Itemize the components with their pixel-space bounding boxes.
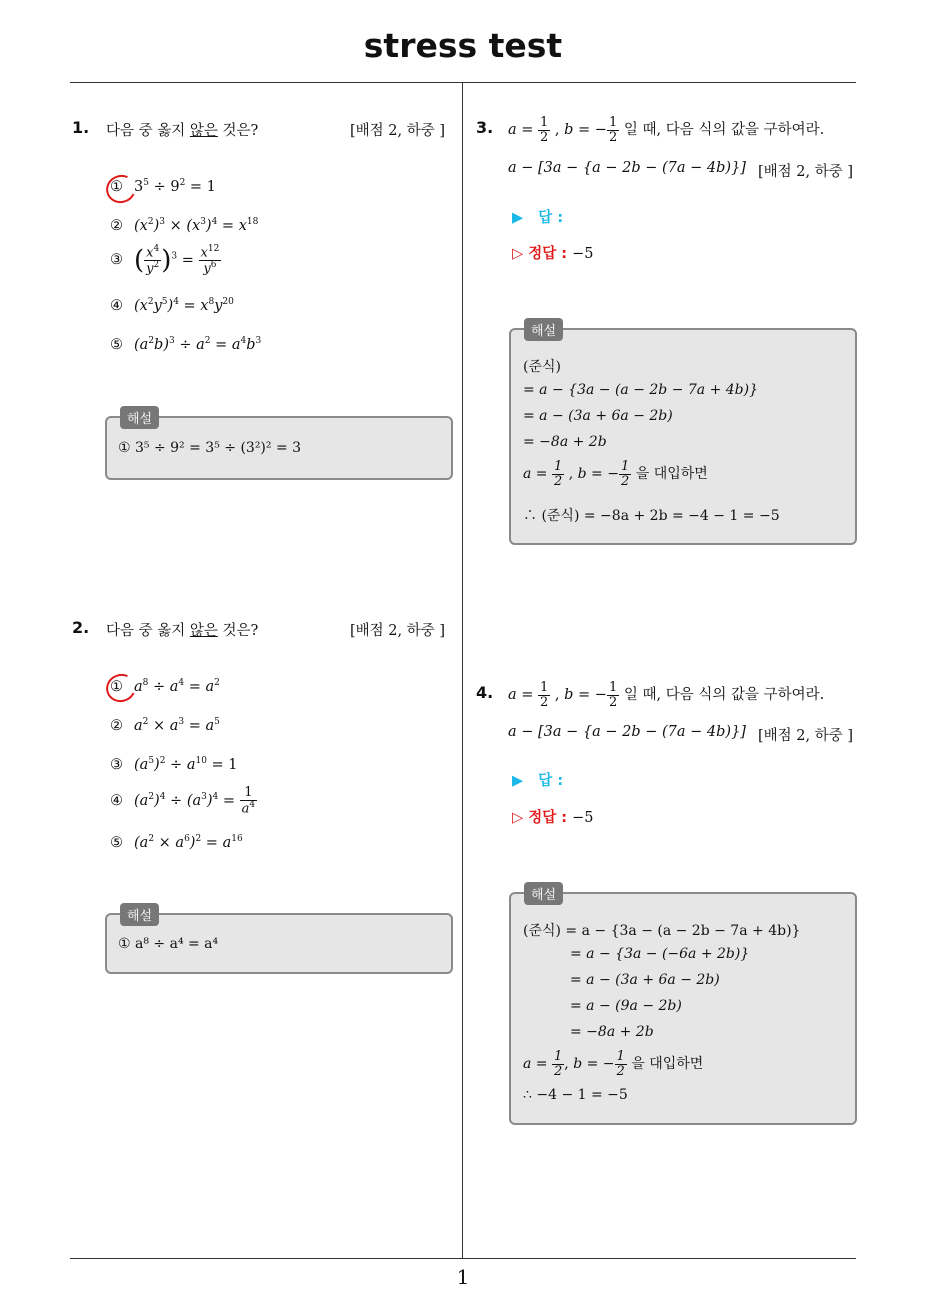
- q2-choice-5[interactable]: ⑤ $(a^2 \times a^6)^2 = a^{16}$: [110, 834, 243, 851]
- q3-line-4: = −8a + 2b: [523, 434, 607, 450]
- q4-correct-answer: ▷ 정답 : −5: [512, 810, 594, 826]
- q4-line-3: = a − (3a + 6a − 2b): [570, 972, 720, 988]
- q3-line-2: = a − {3a − (a − 2b − 7a + 4b)}: [523, 382, 759, 398]
- page-number: 1: [456, 1265, 470, 1289]
- q3-line-3: = a − (3a + 6a − 2b): [523, 408, 673, 424]
- q1-points: [배점 2, 하중 ]: [350, 123, 446, 139]
- q3-condition: a = $\frac{1}{2}$ , b = − $\frac{1}{2}$ 일 때, 다음 식의 값을 구하여라.: [508, 115, 825, 145]
- q3-expression: a − [3a − {a − 2b − (7a − 4b)}]: [508, 160, 746, 176]
- q4-number: 4.: [476, 683, 494, 702]
- q2-explanation-text: ① a⁸ ÷ a⁴ = a⁴: [118, 936, 219, 952]
- q3-line-5: a = $\frac{1}{2}$ , b = − $\frac{1}{2}$ 을 대입하면: [523, 459, 708, 489]
- column-divider: [462, 83, 463, 1258]
- q1-choice-5[interactable]: ⑤ $(a^2b)^3 \div a^2 = a^4b^3$: [110, 336, 262, 353]
- q1-choice-1[interactable]: ① $3^5 \div 9^2 = 1$: [110, 178, 216, 195]
- q4-expression: a − [3a − {a − 2b − (7a − 4b)}]: [508, 724, 746, 740]
- q4-line-4: = a − (9a − 2b): [570, 998, 682, 1014]
- q4-line-1: (준식) = a − {3a − (a − 2b − 7a + 4b)}: [523, 923, 801, 939]
- q3-points: [배점 2, 하중 ]: [758, 164, 854, 180]
- q2-number: 2.: [72, 618, 90, 637]
- bottom-rule: [70, 1258, 856, 1259]
- q2-choice-4[interactable]: ④ $(a^2)^4 \div (a^3)^4$ = $\frac{1}{a^4}$: [110, 785, 256, 816]
- q3-explanation-tag: 해설: [524, 318, 563, 341]
- q4-line-5: = −8a + 2b: [570, 1024, 654, 1040]
- q2-explanation-tag: 해설: [120, 903, 159, 926]
- q1-explanation-tag: 해설: [120, 406, 159, 429]
- q1-text: 다음 중 옳지 않은 것은?: [106, 123, 259, 139]
- q2-text: 다음 중 옳지 않은 것은?: [106, 623, 259, 639]
- q4-points: [배점 2, 하중 ]: [758, 728, 854, 744]
- q1-choice-2[interactable]: ② $(x^2)^3 \times (x^3)^4 = x^{18}$: [110, 217, 259, 234]
- top-rule: [70, 82, 856, 83]
- q1-choice-4[interactable]: ④ $(x^2y^5)^4 = x^8y^{20}$: [110, 297, 234, 314]
- q4-line-2: = a − {3a − (−6a + 2b)}: [570, 946, 750, 962]
- q1-explanation-text: ① 3⁵ ÷ 9² = 3⁵ ÷ (3²)² = 3: [118, 440, 302, 456]
- q4-line-6: a = $\frac{1}{2}$ , b = − $\frac{1}{2}$ 을 대입하면: [523, 1049, 704, 1079]
- q4-line-7: ∴ −4 − 1 = −5: [523, 1087, 628, 1103]
- q3-line-6: ∴ (준식) = −8a + 2b = −4 − 1 = −5: [523, 508, 780, 524]
- q1-number: 1.: [72, 118, 90, 137]
- q2-choice-3[interactable]: ③ $(a^5)^2 \div a^{10} = 1$: [110, 756, 238, 773]
- q1-choice-3[interactable]: ③ ( $\frac{x^4}{y^2}$ )$^3$ = $\frac{x^{12}}{y^6}$: [110, 244, 220, 277]
- q2-choice-2[interactable]: ② $a^2 \times a^3 = a^5$: [110, 717, 220, 734]
- q2-choice-1[interactable]: ① $a^8 \div a^4 = a^2$: [110, 678, 220, 695]
- q3-correct-answer: ▷ 정답 : −5: [512, 246, 594, 262]
- q3-line-1: (준식): [523, 359, 561, 375]
- q2-points: [배점 2, 하중 ]: [350, 623, 446, 639]
- q3-answer-field[interactable]: ▶ 답 :: [512, 210, 564, 226]
- q4-condition: a = $\frac{1}{2}$ , b = − $\frac{1}{2}$ 일 때, 다음 식의 값을 구하여라.: [508, 680, 825, 710]
- q4-explanation-tag: 해설: [524, 882, 563, 905]
- q4-answer-field[interactable]: ▶ 답 :: [512, 773, 564, 789]
- q3-number: 3.: [476, 118, 494, 137]
- page-title: stress test: [363, 26, 563, 65]
